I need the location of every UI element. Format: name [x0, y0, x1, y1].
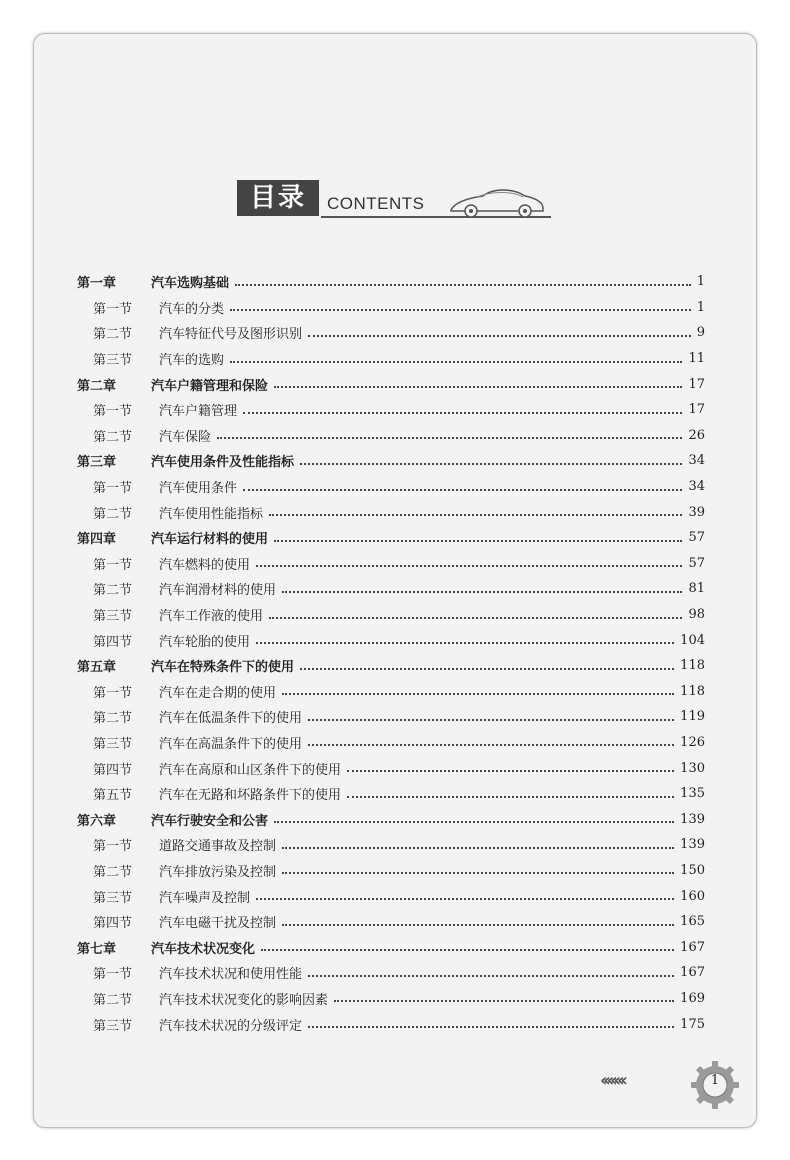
dot-leader — [282, 847, 674, 849]
toc-entry-number: 第四节 — [93, 916, 133, 932]
toc-entry-number: 第一节 — [93, 685, 133, 701]
toc-entry-title: 汽车工作液的使用 — [159, 609, 264, 625]
toc-chapter-row — [77, 934, 705, 960]
toc-entry-title: 汽车户籍管理和保险 — [151, 378, 269, 394]
toc-entry-title: 汽车户籍管理 — [159, 404, 238, 420]
toc-entry-title: 汽车技术状况变化的影响因素 — [159, 992, 329, 1008]
toc-entry-page: 160 — [680, 888, 705, 904]
toc-section-row — [77, 602, 705, 628]
dot-leader — [300, 463, 682, 465]
toc-section-row — [77, 755, 705, 781]
toc-entry-title: 汽车技术状况的分级评定 — [159, 1018, 303, 1034]
dot-leader — [282, 591, 682, 593]
toc-entry-page: 11 — [688, 351, 705, 367]
toc-chapter-row — [77, 806, 705, 832]
toc-entry-title: 汽车排放污染及控制 — [159, 864, 277, 880]
dot-leader — [217, 437, 682, 439]
dot-leader — [334, 1000, 674, 1002]
toc-entry-title: 汽车运行材料的使用 — [151, 532, 269, 548]
toc-entry-page: 1 — [696, 299, 705, 315]
dot-leader — [243, 412, 682, 414]
toc-entry-number: 第四章 — [77, 532, 117, 548]
toc-section-row — [77, 883, 705, 909]
toc-entry-number: 第五节 — [93, 788, 133, 804]
toc-entry-number: 第二节 — [93, 327, 133, 343]
toc-entry-number: 第一节 — [93, 481, 133, 497]
dot-leader — [308, 719, 674, 721]
footer-arrows: ‹‹‹‹‹‹‹ — [600, 1070, 624, 1091]
toc-chapter-row — [77, 371, 705, 397]
toc-entry-number: 第三节 — [93, 736, 133, 752]
dot-leader — [261, 949, 674, 951]
toc-subtitle: CONTENTS — [327, 194, 425, 213]
toc-entry-number: 第三节 — [93, 353, 133, 369]
dot-leader — [308, 975, 674, 977]
toc-entry-number: 第一节 — [93, 557, 133, 573]
toc-entry-title: 汽车的分类 — [159, 301, 225, 317]
toc-entry-title: 汽车使用条件及性能指标 — [151, 455, 295, 471]
dot-leader — [347, 770, 674, 772]
dot-leader — [274, 386, 682, 388]
toc-entry-page: 169 — [680, 990, 705, 1006]
toc-entry-page: 139 — [680, 811, 705, 827]
dot-leader — [230, 309, 691, 311]
toc-section-row — [77, 704, 705, 730]
toc-entry-title: 汽车行驶安全和公害 — [151, 813, 269, 829]
dot-leader — [282, 693, 674, 695]
dot-leader — [274, 540, 682, 542]
toc-entry-title: 汽车在低温条件下的使用 — [159, 711, 303, 727]
toc-section-row — [77, 960, 705, 986]
toc-entry-title: 汽车电磁干扰及控制 — [159, 916, 277, 932]
toc-entry-page: 17 — [688, 376, 705, 392]
toc-entry-page: 135 — [680, 786, 705, 802]
toc-entry-title: 汽车使用性能指标 — [159, 506, 264, 522]
toc-entry-page: 150 — [680, 862, 705, 878]
toc-entry-number: 第四节 — [93, 634, 133, 650]
car-icon — [447, 186, 547, 218]
toc-entry-title: 汽车噪声及控制 — [159, 890, 251, 906]
toc-entry-page: 9 — [696, 325, 705, 341]
toc-entry-number: 第二节 — [93, 864, 133, 880]
toc-entry-title: 汽车技术状况和使用性能 — [159, 967, 303, 983]
page-number: 1 — [710, 1073, 720, 1088]
toc-entry-page: 118 — [680, 658, 705, 674]
toc-entry-page: 1 — [696, 274, 705, 290]
dot-leader — [282, 924, 674, 926]
toc-entry-title: 汽车保险 — [159, 429, 212, 445]
dot-leader — [269, 514, 682, 516]
dot-leader — [230, 361, 682, 363]
toc-entry-title: 汽车在特殊条件下的使用 — [151, 660, 295, 676]
toc-entry-title: 汽车轮胎的使用 — [159, 634, 251, 650]
toc-section-row — [77, 346, 705, 372]
toc-entry-number: 第一节 — [93, 301, 133, 317]
dot-leader — [256, 642, 674, 644]
toc-entry-page: 57 — [688, 555, 705, 571]
toc-entry-title: 汽车在高原和山区条件下的使用 — [159, 762, 342, 778]
toc-section-row — [77, 986, 705, 1012]
toc-entry-number: 第二节 — [93, 429, 133, 445]
toc-section-row — [77, 397, 705, 423]
toc-entry-number: 第一章 — [77, 276, 117, 292]
toc-entry-page: 26 — [688, 427, 705, 443]
toc-chapter-row — [77, 525, 705, 551]
toc-entry-number: 第一节 — [93, 404, 133, 420]
toc-entry-number: 第二节 — [93, 992, 133, 1008]
dot-leader — [282, 872, 674, 874]
dot-leader — [256, 565, 682, 567]
toc-section-row — [77, 909, 705, 935]
toc-entry-page: 139 — [680, 837, 705, 853]
toc-section-row — [77, 627, 705, 653]
toc-section-row — [77, 499, 705, 525]
dot-leader — [308, 1026, 674, 1028]
toc-section-row — [77, 832, 705, 858]
toc-section-row — [77, 1011, 705, 1037]
dot-leader — [308, 335, 691, 337]
toc-entry-number: 第六章 — [77, 813, 117, 829]
toc-entry-page: 175 — [680, 1016, 705, 1032]
toc-entry-page: 119 — [680, 709, 705, 725]
toc-entry-number: 第七章 — [77, 941, 117, 957]
dot-leader — [300, 668, 674, 670]
dot-leader — [243, 489, 682, 491]
toc-entry-title: 汽车使用条件 — [159, 481, 238, 497]
toc-entry-page: 39 — [688, 504, 705, 520]
toc-entry-page: 34 — [688, 453, 705, 469]
toc-entry-title: 汽车技术状况变化 — [151, 941, 256, 957]
toc-entry-page: 167 — [680, 965, 705, 981]
toc-section-row — [77, 295, 705, 321]
dot-leader — [269, 617, 682, 619]
toc-entry-title: 汽车的选购 — [159, 353, 225, 369]
toc-entry-page: 167 — [680, 939, 705, 955]
toc-section-row — [77, 679, 705, 705]
toc-entry-page: 126 — [680, 734, 705, 750]
toc-entry-number: 第三节 — [93, 890, 133, 906]
toc-entry-number: 第二节 — [93, 583, 133, 599]
dot-leader — [274, 821, 674, 823]
toc-section-row — [77, 781, 705, 807]
toc-entry-title: 汽车润滑材料的使用 — [159, 583, 277, 599]
toc-entry-number: 第二节 — [93, 506, 133, 522]
toc-entry-title: 汽车在高温条件下的使用 — [159, 736, 303, 752]
toc-entry-page: 81 — [688, 581, 705, 597]
toc-entry-number: 第三节 — [93, 1018, 133, 1034]
toc-entry-page: 104 — [680, 632, 705, 648]
toc-chapter-row — [77, 653, 705, 679]
toc-section-row — [77, 423, 705, 449]
toc-chapter-row — [77, 269, 705, 295]
toc-entry-number: 第三节 — [93, 609, 133, 625]
book-page — [33, 33, 757, 1128]
toc-entry-title: 汽车在无路和坏路条件下的使用 — [159, 788, 342, 804]
toc-list — [77, 269, 705, 1037]
toc-entry-title: 汽车在走合期的使用 — [159, 685, 277, 701]
toc-section-row — [77, 858, 705, 884]
toc-entry-title: 道路交通事故及控制 — [159, 839, 277, 855]
toc-entry-number: 第二章 — [77, 378, 117, 394]
dot-leader — [235, 284, 691, 286]
toc-entry-page: 34 — [688, 479, 705, 495]
toc-entry-number: 第一节 — [93, 967, 133, 983]
toc-section-row — [77, 576, 705, 602]
toc-section-row — [77, 320, 705, 346]
toc-header — [237, 180, 557, 216]
dot-leader — [308, 744, 674, 746]
toc-title: 目录 — [237, 180, 319, 216]
toc-entry-page: 118 — [680, 683, 705, 699]
toc-entry-title: 汽车选购基础 — [151, 276, 230, 292]
toc-entry-title: 汽车燃料的使用 — [159, 557, 251, 573]
toc-entry-page: 17 — [688, 402, 705, 418]
toc-entry-number: 第四节 — [93, 762, 133, 778]
toc-section-row — [77, 551, 705, 577]
toc-entry-title: 汽车特征代号及图形识别 — [159, 327, 303, 343]
toc-section-row — [77, 474, 705, 500]
toc-entry-number: 第五章 — [77, 660, 117, 676]
toc-entry-number: 第二节 — [93, 711, 133, 727]
dot-leader — [347, 796, 674, 798]
toc-chapter-row — [77, 448, 705, 474]
toc-entry-page: 98 — [688, 607, 705, 623]
toc-entry-number: 第三章 — [77, 455, 117, 471]
toc-entry-number: 第一节 — [93, 839, 133, 855]
dot-leader — [256, 898, 674, 900]
toc-section-row — [77, 730, 705, 756]
toc-entry-page: 165 — [680, 914, 705, 930]
toc-entry-page: 57 — [688, 530, 705, 546]
toc-entry-page: 130 — [680, 760, 705, 776]
